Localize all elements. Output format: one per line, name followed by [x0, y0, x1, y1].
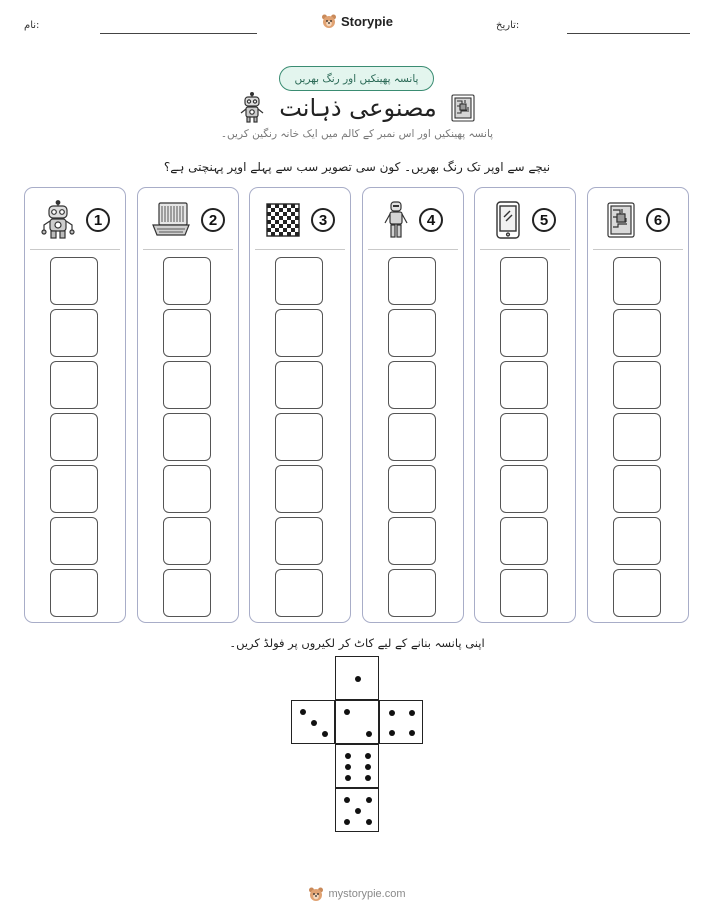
race-column-6 — [587, 187, 689, 623]
color-cell[interactable] — [500, 517, 548, 565]
dice-pip — [365, 764, 371, 770]
dice-pip — [389, 730, 395, 736]
color-cell[interactable] — [500, 361, 548, 409]
color-cell[interactable] — [163, 257, 211, 305]
dice-pip — [409, 710, 415, 716]
column-divider — [255, 249, 345, 250]
color-cell[interactable] — [388, 569, 436, 617]
name-line — [100, 33, 257, 34]
dice-pip — [345, 764, 351, 770]
bear-icon — [321, 13, 337, 29]
column-divider — [480, 249, 570, 250]
color-cell[interactable] — [275, 569, 323, 617]
color-cell[interactable] — [613, 309, 661, 357]
footer — [0, 886, 714, 902]
color-cell[interactable] — [163, 413, 211, 461]
dice-pip — [344, 797, 350, 803]
dice-pip — [366, 797, 372, 803]
smartphone-icon — [494, 200, 522, 240]
race-column-1 — [24, 187, 126, 623]
color-cell[interactable] — [163, 361, 211, 409]
dice-pip — [345, 753, 351, 759]
color-cell[interactable] — [163, 309, 211, 357]
color-cell[interactable] — [500, 257, 548, 305]
column-number: 5 — [532, 208, 556, 232]
dice-face-3 — [291, 700, 335, 744]
chessboard-icon — [265, 202, 301, 238]
robot-icon — [239, 92, 265, 124]
race-column-2 — [137, 187, 239, 623]
color-cell[interactable] — [50, 361, 98, 409]
dice-pip — [389, 710, 395, 716]
column-number: 6 — [646, 208, 670, 232]
date-label: تاریخ: — [496, 20, 520, 31]
robot-icon — [40, 200, 76, 240]
color-cell[interactable] — [50, 517, 98, 565]
race-column-5 — [474, 187, 576, 623]
color-cell[interactable] — [388, 465, 436, 513]
color-cell[interactable] — [613, 569, 661, 617]
race-column-4 — [362, 187, 464, 623]
column-divider — [593, 249, 683, 250]
dice-pip — [366, 819, 372, 825]
dice-face-4 — [379, 700, 423, 744]
color-cell[interactable] — [163, 569, 211, 617]
color-cell[interactable] — [500, 465, 548, 513]
column-divider — [30, 249, 120, 250]
column-divider — [368, 249, 458, 250]
color-cell[interactable] — [613, 465, 661, 513]
dice-pip — [365, 775, 371, 781]
column-divider — [143, 249, 233, 250]
bear-icon — [308, 886, 324, 902]
date-line — [567, 33, 690, 34]
page-title: مصنوعی ذہانت — [279, 94, 437, 122]
color-cell[interactable] — [275, 413, 323, 461]
color-cell[interactable] — [388, 517, 436, 565]
color-cell[interactable] — [163, 517, 211, 565]
humanoid-robot-icon — [383, 200, 409, 240]
color-cell[interactable] — [275, 361, 323, 409]
color-cell[interactable] — [388, 257, 436, 305]
color-cell[interactable] — [613, 361, 661, 409]
brand-name: Storypie — [340, 13, 393, 29]
footer-link[interactable]: mystorypie.com — [328, 888, 406, 900]
name-label: نام: — [24, 20, 40, 31]
brand-logo — [0, 13, 714, 29]
color-cell[interactable] — [163, 465, 211, 513]
color-cell[interactable] — [275, 517, 323, 565]
color-cell[interactable] — [50, 257, 98, 305]
color-cell[interactable] — [50, 309, 98, 357]
color-cell[interactable] — [500, 413, 548, 461]
color-cell[interactable] — [500, 569, 548, 617]
dice-pip — [355, 808, 361, 814]
dice-pip — [409, 730, 415, 736]
column-number: 3 — [311, 208, 335, 232]
column-number: 1 — [86, 208, 110, 232]
color-cell[interactable] — [613, 257, 661, 305]
race-column-3 — [249, 187, 351, 623]
dice-pip — [300, 709, 306, 715]
activity-badge: پانسہ پھینکیں اور رنگ بھریں — [279, 66, 434, 91]
dice-pip — [365, 753, 371, 759]
column-number: 4 — [419, 208, 443, 232]
color-cell[interactable] — [388, 413, 436, 461]
color-cell[interactable] — [275, 465, 323, 513]
dice-pip — [322, 731, 328, 737]
color-cell[interactable] — [50, 413, 98, 461]
color-cell[interactable] — [500, 309, 548, 357]
color-cell[interactable] — [50, 569, 98, 617]
color-cell[interactable] — [388, 309, 436, 357]
dice-pip — [311, 720, 317, 726]
dice-face-2 — [335, 700, 379, 744]
cut-instruction: اپنی پانسہ بنانے کے لیے کاٹ کر لکیروں پر فولڈ کریں۔ — [229, 636, 485, 650]
dice-pip — [345, 775, 351, 781]
dice-face-5 — [335, 788, 379, 832]
title-row — [0, 90, 714, 126]
color-cell[interactable] — [613, 517, 661, 565]
color-cell[interactable] — [275, 257, 323, 305]
dice-pip — [355, 676, 361, 682]
subtitle: پانسہ پھینکیں اور اس نمبر کے کالم میں ایک خانہ رنگین کریں۔ — [220, 128, 494, 140]
instruction-text: نیچے سے اوپر تک رنگ بھریں۔ کون سی تصویر سب سے پہلے اوپر پہنچتی ہے؟ — [163, 160, 551, 174]
color-cell[interactable] — [613, 413, 661, 461]
circuit-chip-icon — [451, 94, 475, 122]
dice-pip — [366, 731, 372, 737]
color-cell[interactable] — [275, 309, 323, 357]
dice-face-6 — [335, 744, 379, 788]
dice-pip — [344, 709, 350, 715]
color-cell[interactable] — [50, 465, 98, 513]
color-cell[interactable] — [388, 361, 436, 409]
column-number: 2 — [201, 208, 225, 232]
dice-pip — [344, 819, 350, 825]
computer-icon — [151, 201, 191, 239]
circuit-chip-icon — [606, 201, 636, 239]
dice-face-1 — [335, 656, 379, 700]
